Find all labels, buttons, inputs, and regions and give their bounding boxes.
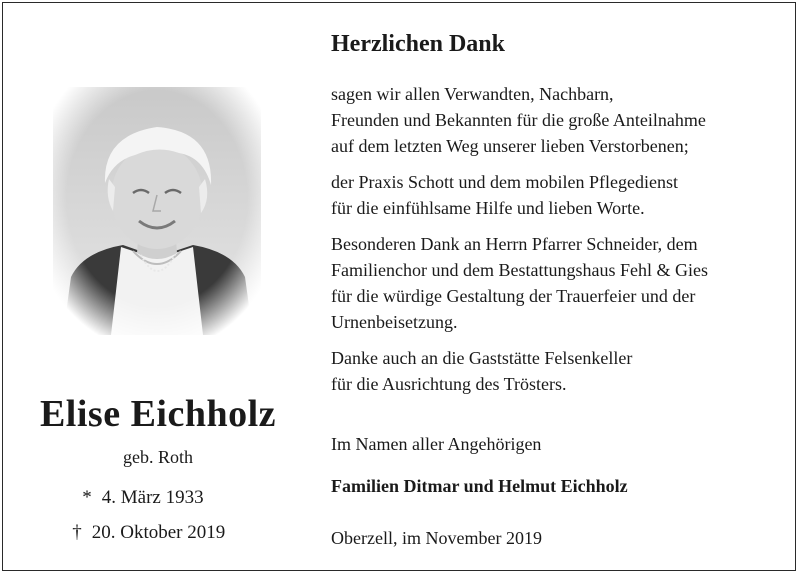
signoff-text: Im Namen aller Angehörigen bbox=[331, 434, 542, 454]
thanks-paragraph bbox=[331, 231, 791, 335]
text-line: Danke auch an die Gaststätte Felsenkeller bbox=[331, 348, 633, 368]
thanks-paragraph bbox=[331, 81, 791, 159]
text-line: Besonderen Dank an Herrn Pfarrer Schneider, dem bbox=[331, 234, 698, 254]
portrait-photo bbox=[53, 87, 261, 335]
death-date: 20. Oktober 2019 bbox=[91, 522, 226, 543]
birth-date: 4. März 1933 bbox=[101, 487, 204, 508]
thanks-paragraph bbox=[331, 169, 791, 221]
thanks-paragraph bbox=[331, 345, 791, 397]
birth-date-line bbox=[77, 486, 204, 510]
birth-star-icon: * bbox=[82, 487, 92, 508]
maiden-name: geb. Roth bbox=[123, 447, 193, 467]
obituary-card bbox=[2, 2, 796, 571]
place-and-date: Oberzell, im November 2019 bbox=[331, 528, 542, 548]
death-date-line bbox=[67, 521, 225, 545]
thanks-text-column bbox=[331, 29, 791, 551]
text-line: für die würdige Gestaltung der Trauerfeier und der bbox=[331, 286, 696, 306]
text-line: der Praxis Schott und dem mobilen Pflegedienst bbox=[331, 172, 678, 192]
text-line: für die Ausrichtung des Trösters. bbox=[331, 374, 567, 394]
death-cross-icon: † bbox=[72, 522, 82, 543]
family-names: Familien Ditmar und Helmut Eichholz bbox=[331, 476, 628, 496]
deceased-name: Elise Eichholz bbox=[39, 393, 277, 435]
text-line: Freunden und Bekannten für die große Anteilnahme bbox=[331, 110, 706, 130]
text-line: sagen wir allen Verwandten, Nachbarn, bbox=[331, 84, 614, 104]
text-line: für die einfühlsame Hilfe und lieben Worte. bbox=[331, 198, 645, 218]
thanks-heading: Herzlichen Dank bbox=[331, 31, 505, 57]
text-line: Familienchor und dem Bestattungshaus Fehl & Gies bbox=[331, 260, 708, 280]
text-line: auf dem letzten Weg unserer lieben Verstorbenen; bbox=[331, 136, 689, 156]
text-line: Urnenbeisetzung. bbox=[331, 312, 458, 332]
